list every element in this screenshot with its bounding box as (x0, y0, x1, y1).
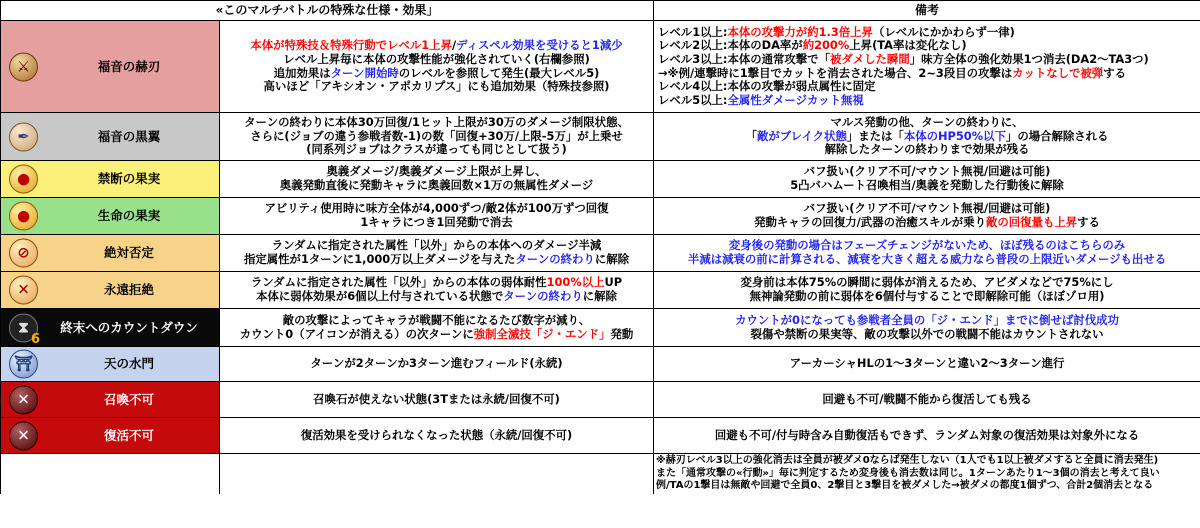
table-row (1, 272, 1200, 309)
black-feather-icon: ✒ (9, 122, 38, 151)
effect-name: 絶対否定 (103, 245, 154, 261)
effect-desc-cell: ターンの終わりに本体30万回復/1ヒット上限が30万のダメージ制限状態、 さらに(ジョブの違う参戦者数-1)の数「回復+30万/上限-5万」が上乗せ (同系列ジョブはクラスが違っても同じとして扱う) (220, 113, 654, 161)
effect-desc-cell: ターンが2ターンか3ターン進むフィールド(永続) (220, 347, 654, 382)
effect-name-cell (1, 272, 220, 309)
effect-name: 終末へのカウントダウン (60, 319, 198, 335)
sword-crest-icon: ⚔ (9, 52, 38, 81)
effect-desc-cell: アビリティ使用時に味方全体が4,000ずつ/敵2体が100万ずつ回復 1キャラにつき1回発動で消去 (220, 198, 654, 235)
remarks-header: 備考 (654, 1, 1200, 21)
eternal-rejection-icon: ✕ (9, 276, 38, 305)
effect-name-cell (1, 235, 220, 272)
effect-desc-cell: 復活効果を受けられなくなった状態（永続/回復不可) (220, 418, 654, 454)
effect-desc-cell: 本体が特殊技＆特殊行動でレベル1上昇/ディスペル効果を受けると1減少 レベル上昇毎に本体の攻撃性能が強化されていく(右欄参照) 追加効果はターン開始時のレベルを参照して発生(最大レベル5) 高いほど「アキシオン・アポカリプス」にも追加効果（特殊技参照) (220, 21, 654, 113)
table-row (1, 418, 1200, 454)
header-row (1, 1, 1200, 21)
effect-name: 福音の黒翼 (97, 128, 161, 144)
remarks-cell: バフ扱い(クリア不可/マウント無視/回避は可能) 5凸バハムート召喚相当/奥義を発動した行動後に解除 (654, 161, 1200, 198)
footnote: ※赫刃レベル3以上の強化消去は全員が被ダメ0ならば発生しない（1人でも1以上被ダメすると全員に消去発生) また「通常攻撃の«行動»」毎に判定するため変身後も消去数は同じ。1ターンあたり1～3個の消去と考えて良い 例/TAの1撃目は無敵や回避で全員0、2撃目と3撃目を被ダメした→被ダメの都度1個ずつ、合計2個消去となる (654, 454, 1200, 494)
no-revive-icon: ✕ (9, 421, 38, 450)
table-row (1, 21, 1200, 113)
effect-name-cell (1, 198, 220, 235)
effect-desc-cell: 敵の攻撃によってキャラが戦闘不能になるたび数字が減り、 カウント0（アイコンが消える）の次ターンに強制全滅技「ジ・エンド」発動 (220, 309, 654, 347)
remarks-cell: 変身後の発動の場合はフェーズチェンジがないため、ほぼ残るのはこちらのみ 半減は減衰の前に計算される、減衰を大きく超える威力なら普段の上限近いダメージも出せる (654, 235, 1200, 272)
effect-name-cell (1, 113, 220, 161)
remarks-cell: 変身前は本体75%の瞬間に弱体が消えるため、アビダメなどで75%にし 無神論発動の前に弱体を6個付与することで即解除可能（ほぼゾロ用) (654, 272, 1200, 309)
table-row (1, 161, 1200, 198)
effect-name: 禁断の果実 (97, 171, 161, 187)
table-row (1, 347, 1200, 382)
remarks-cell: マルス発動の他、ターンの終わりに、 「敵がブレイク状態」または「本体のHP50%以下」の場合解除される 解除したターンの終わりまで効果が残る (654, 113, 1200, 161)
effect-desc-cell: ランダムに指定された属性「以外」からの本体の弱体耐性100%以上UP 本体に弱体効果が6個以上付与されている状態でターンの終わりに解除 (220, 272, 654, 309)
effect-name-cell (1, 418, 220, 454)
table-row (1, 198, 1200, 235)
remarks-cell: 回避も不可/付与時含み自動復活もできず、ランダム対象の復活効果は対象外になる (654, 418, 1200, 454)
life-fruit-icon: ● (9, 202, 38, 231)
effect-name: 召喚不可 (103, 391, 154, 407)
remarks-cell: アーカーシャHLの1～3ターンと違い2～3ターン進行 (654, 347, 1200, 382)
table-row (1, 309, 1200, 347)
countdown-number: 6 (31, 332, 41, 347)
forbidden-fruit-icon: ● (9, 165, 38, 194)
hourglass-icon: ⧗ (9, 313, 38, 342)
effect-name-cell (1, 309, 220, 347)
effect-name-cell (1, 21, 220, 113)
remarks-cell: カウントが0になっても参戦者全員の「ジ・エンド」までに倒せば討伐成功 裂傷や禁断の果実等、敵の攻撃以外での戦闘不能はカウントされない (654, 309, 1200, 347)
table-row (1, 113, 1200, 161)
footnote-row (1, 454, 1200, 494)
effect-name-cell (1, 347, 220, 382)
effect-desc-cell: ランダムに指定された属性「以外」からの本体へのダメージ半減 指定属性が1ターンに1,000万以上ダメージを与えたターンの終わりに解除 (220, 235, 654, 272)
remarks-cell: 回避も不可/戦闘不能から復活しても残る (654, 382, 1200, 418)
effect-desc-cell: 召喚石が使えない状態(3Tまたは永続/回復不可) (220, 382, 654, 418)
effect-name: 生命の果実 (97, 208, 161, 224)
effect-name: 福音の赫刃 (97, 58, 161, 74)
table-row (1, 235, 1200, 272)
no-summon-icon: ✕ (9, 385, 38, 414)
remarks-cell: バフ扱い(クリア不可/マウント無視/回避は可能) 発動キャラの回復力/武器の治癒スキルが乗り敵の回復量も上昇する (654, 198, 1200, 235)
table-row (1, 382, 1200, 418)
effect-name-cell (1, 161, 220, 198)
effect-desc-cell: 奥義ダメージ/奥義ダメージ上限が上昇し、 奥義発動直後に発動キャラに奥義回数×1万の無属性ダメージ (220, 161, 654, 198)
effect-name-cell (1, 382, 220, 418)
heaven-gate-icon: ⛩ (9, 350, 38, 379)
specs-header: «このマルチバトルの特殊な仕様・効果」 (1, 1, 654, 21)
effect-name: 天の水門 (103, 356, 154, 372)
effect-name: 復活不可 (103, 427, 154, 443)
absolute-denial-icon: ⊘ (9, 239, 38, 268)
remarks-cell: レベル1以上:本体の攻撃力が約1.3倍上昇（レベルにかかわらず一律) レベル2以上:本体のDA率が約200%上昇(TA率は変化なし) レベル3以上:本体の通常攻撃で「被ダメした瞬間」味方全体の強化効果1つ消去(DA2～TA3つ) →※例/連撃時に1撃目でカットを消去された場合、2~3段目の攻撃はカットなしで被弾する レベル4以上:本体の攻撃が弱点属性に固定 レベル5以上:全属性ダメージカット無視 (654, 21, 1200, 113)
effect-name: 永遠拒絶 (103, 282, 154, 298)
